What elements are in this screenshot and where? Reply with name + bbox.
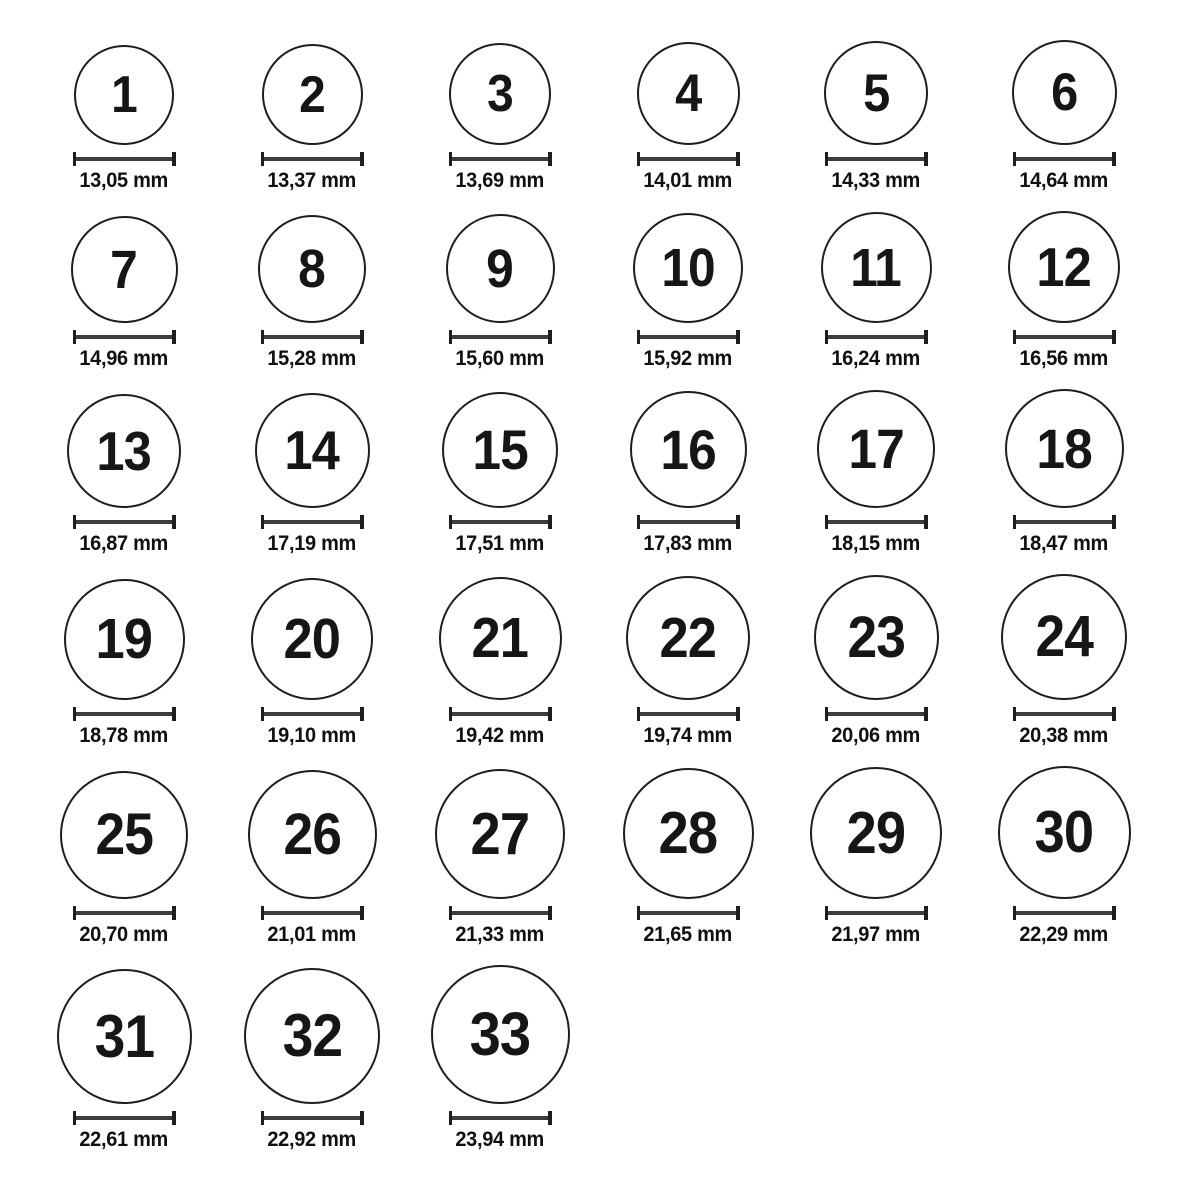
diameter-label: 19,42 mm	[455, 724, 545, 747]
ring-circle	[998, 766, 1131, 899]
measure-endcap-right	[548, 707, 552, 721]
measure-endcap-right	[360, 515, 364, 529]
measure-endcap-right	[924, 330, 928, 344]
ring-size-cell	[970, 211, 1158, 371]
diameter-measure-line	[1013, 906, 1116, 920]
ring-size-number: 31	[94, 1002, 154, 1070]
ring-size-number: 2	[299, 65, 325, 124]
diameter-measure-line	[261, 515, 364, 529]
ring-circle	[57, 969, 192, 1104]
diameter-label: 21,97 mm	[831, 923, 921, 946]
measure-bar	[264, 1116, 360, 1120]
ring-circle	[74, 45, 174, 145]
measure-endcap-right	[1112, 707, 1116, 721]
diameter-label: 18,15 mm	[831, 532, 921, 555]
measure-bar	[76, 335, 172, 339]
ring-size-number: 6	[1050, 63, 1078, 122]
ring-circle	[814, 575, 939, 700]
ring-circle	[258, 215, 366, 323]
measure-endcap-right	[736, 515, 740, 529]
ring-size-cell	[782, 212, 970, 371]
diameter-label: 18,47 mm	[1019, 532, 1109, 555]
measure-endcap-right	[172, 515, 176, 529]
ring-size-cell	[30, 579, 218, 748]
diameter-measure-line	[825, 330, 928, 344]
ring-size-number: 5	[862, 63, 890, 123]
ring-circle	[442, 392, 558, 508]
diameter-measure-line	[73, 152, 176, 166]
ring-circle	[821, 212, 932, 323]
measure-bar	[264, 712, 360, 716]
measure-bar	[452, 335, 548, 339]
ring-size-cell	[406, 214, 594, 371]
measure-endcap-right	[1112, 152, 1116, 166]
measure-endcap-right	[736, 330, 740, 344]
ring-size-number: 25	[95, 802, 153, 867]
diameter-measure-line	[1013, 707, 1116, 721]
ring-size-cell	[218, 968, 406, 1152]
measure-endcap-right	[360, 330, 364, 344]
measure-endcap-right	[924, 515, 928, 529]
diameter-label: 17,19 mm	[267, 532, 357, 555]
measure-bar	[76, 520, 172, 524]
diameter-measure-line	[825, 152, 928, 166]
ring-size-cell	[970, 40, 1158, 193]
measure-bar	[452, 157, 548, 161]
measure-bar	[1016, 335, 1112, 339]
measure-endcap-right	[172, 1111, 176, 1125]
diameter-measure-line	[449, 906, 552, 920]
ring-size-cell	[594, 768, 782, 947]
measure-endcap-right	[548, 906, 552, 920]
ring-size-cell	[782, 41, 970, 193]
ring-size-cell	[218, 393, 406, 556]
measure-bar	[828, 335, 924, 339]
ring-size-number: 12	[1036, 235, 1092, 298]
chart-row	[30, 965, 1200, 1152]
diameter-measure-line	[1013, 330, 1116, 344]
measure-bar	[76, 911, 172, 915]
diameter-label: 15,60 mm	[455, 347, 545, 370]
ring-size-number: 32	[282, 1002, 342, 1069]
diameter-measure-line	[825, 707, 928, 721]
measure-bar	[828, 712, 924, 716]
measure-bar	[76, 1116, 172, 1120]
ring-size-number: 30	[1034, 799, 1094, 865]
measure-endcap-right	[172, 906, 176, 920]
ring-size-cell	[218, 44, 406, 193]
ring-size-number: 7	[110, 239, 138, 300]
diameter-label: 16,56 mm	[1019, 347, 1109, 370]
measure-endcap-right	[172, 152, 176, 166]
chart-row	[30, 766, 1200, 947]
ring-size-number: 18	[1036, 416, 1092, 480]
measure-bar	[76, 712, 172, 716]
measure-bar	[828, 157, 924, 161]
ring-size-number: 14	[284, 419, 340, 481]
ring-circle	[817, 390, 935, 508]
ring-size-number: 10	[661, 238, 715, 298]
measure-endcap-right	[360, 707, 364, 721]
measure-bar	[264, 157, 360, 161]
ring-size-cell	[594, 391, 782, 556]
ring-size-number: 22	[659, 605, 717, 670]
diameter-measure-line	[1013, 515, 1116, 529]
ring-size-cell	[30, 394, 218, 556]
diameter-measure-line	[73, 1111, 176, 1125]
ring-size-number: 3	[487, 65, 513, 123]
ring-circle	[251, 578, 373, 700]
ring-circle	[244, 968, 380, 1104]
ring-circle	[630, 391, 747, 508]
measure-bar	[828, 911, 924, 915]
diameter-label: 16,87 mm	[79, 532, 169, 555]
ring-size-cell	[30, 771, 218, 947]
ring-size-cell	[970, 766, 1158, 947]
diameter-label: 20,06 mm	[831, 724, 921, 747]
diameter-measure-line	[449, 330, 552, 344]
diameter-label: 13,69 mm	[455, 169, 545, 192]
diameter-label: 23,94 mm	[455, 1128, 545, 1151]
measure-bar	[640, 520, 736, 524]
measure-bar	[1016, 520, 1112, 524]
measure-bar	[640, 157, 736, 161]
ring-circle	[439, 577, 562, 700]
diameter-label: 20,70 mm	[79, 923, 169, 946]
measure-endcap-right	[1112, 906, 1116, 920]
ring-circle	[262, 44, 363, 145]
diameter-label: 15,28 mm	[267, 347, 357, 370]
measure-endcap-right	[1112, 330, 1116, 344]
ring-size-cell	[782, 390, 970, 556]
measure-endcap-right	[548, 1111, 552, 1125]
ring-circle	[824, 41, 928, 145]
diameter-measure-line	[825, 515, 928, 529]
ring-circle	[1005, 389, 1124, 508]
measure-endcap-right	[172, 330, 176, 344]
diameter-measure-line	[73, 906, 176, 920]
ring-size-cell	[406, 43, 594, 193]
ring-circle	[67, 394, 181, 508]
ring-size-cell	[30, 969, 218, 1152]
diameter-measure-line	[449, 707, 552, 721]
diameter-measure-line	[637, 330, 740, 344]
chart-row	[30, 211, 1200, 371]
diameter-label: 14,33 mm	[831, 169, 921, 192]
measure-bar	[640, 911, 736, 915]
ring-circle	[623, 768, 754, 899]
ring-size-number: 17	[848, 417, 904, 480]
measure-endcap-right	[924, 906, 928, 920]
diameter-label: 17,83 mm	[643, 532, 733, 555]
chart-row	[30, 40, 1200, 193]
measure-endcap-right	[360, 152, 364, 166]
diameter-label: 21,33 mm	[455, 923, 545, 946]
diameter-measure-line	[261, 152, 364, 166]
measure-bar	[828, 520, 924, 524]
measure-bar	[1016, 911, 1112, 915]
measure-endcap-right	[736, 707, 740, 721]
measure-bar	[264, 335, 360, 339]
ring-circle	[633, 213, 743, 323]
ring-circle	[71, 216, 178, 323]
measure-bar	[264, 911, 360, 915]
measure-bar	[1016, 157, 1112, 161]
ring-circle	[248, 770, 377, 899]
diameter-measure-line	[73, 330, 176, 344]
ring-size-number: 15	[472, 418, 528, 481]
diameter-label: 14,01 mm	[643, 169, 733, 192]
chart-row	[30, 574, 1200, 748]
diameter-label: 21,01 mm	[267, 923, 357, 946]
measure-endcap-right	[360, 906, 364, 920]
ring-size-number: 26	[283, 801, 341, 867]
measure-endcap-right	[548, 152, 552, 166]
measure-bar	[452, 1116, 548, 1120]
ring-circle	[1008, 211, 1120, 323]
measure-bar	[76, 157, 172, 161]
measure-endcap-right	[736, 152, 740, 166]
diameter-label: 19,74 mm	[643, 724, 733, 747]
ring-size-cell	[218, 215, 406, 371]
ring-size-number: 8	[298, 239, 326, 299]
chart-row	[30, 389, 1200, 556]
ring-size-number: 9	[486, 238, 514, 299]
ring-circle	[64, 579, 185, 700]
measure-endcap-right	[548, 515, 552, 529]
diameter-measure-line	[449, 1111, 552, 1125]
measure-endcap-right	[548, 330, 552, 344]
diameter-measure-line	[73, 515, 176, 529]
diameter-label: 13,05 mm	[79, 169, 169, 192]
diameter-label: 17,51 mm	[455, 532, 545, 555]
ring-circle	[1001, 574, 1127, 700]
ring-size-cell	[406, 577, 594, 748]
ring-size-cell	[970, 389, 1158, 556]
diameter-label: 20,38 mm	[1019, 724, 1109, 747]
ring-size-number: 11	[850, 237, 902, 298]
diameter-label: 22,29 mm	[1019, 923, 1109, 946]
diameter-measure-line	[261, 707, 364, 721]
ring-size-cell	[406, 392, 594, 556]
ring-circle	[435, 769, 565, 899]
measure-endcap-right	[172, 707, 176, 721]
ring-size-number: 27	[470, 800, 530, 867]
measure-endcap-right	[360, 1111, 364, 1125]
measure-bar	[1016, 712, 1112, 716]
diameter-measure-line	[261, 330, 364, 344]
diameter-measure-line	[637, 152, 740, 166]
ring-size-cell	[30, 216, 218, 371]
measure-endcap-right	[924, 152, 928, 166]
ring-size-cell	[594, 576, 782, 748]
ring-size-cell	[218, 770, 406, 947]
ring-size-number: 4	[674, 64, 702, 123]
ring-size-cell	[218, 578, 406, 748]
measure-bar	[264, 520, 360, 524]
ring-circle	[1012, 40, 1117, 145]
diameter-measure-line	[261, 906, 364, 920]
diameter-measure-line	[449, 152, 552, 166]
diameter-label: 14,96 mm	[79, 347, 169, 370]
diameter-measure-line	[637, 707, 740, 721]
ring-size-cell	[594, 213, 782, 371]
ring-circle	[431, 965, 570, 1104]
ring-size-number: 19	[95, 607, 153, 671]
diameter-label: 18,78 mm	[79, 724, 169, 747]
diameter-measure-line	[73, 707, 176, 721]
diameter-label: 16,24 mm	[831, 347, 921, 370]
measure-endcap-right	[736, 906, 740, 920]
diameter-label: 22,92 mm	[267, 1128, 357, 1151]
ring-circle	[637, 42, 740, 145]
diameter-measure-line	[637, 906, 740, 920]
ring-size-number: 33	[469, 1000, 531, 1068]
measure-bar	[452, 712, 548, 716]
ring-circle	[255, 393, 370, 508]
diameter-measure-line	[637, 515, 740, 529]
ring-size-number: 20	[283, 606, 341, 671]
measure-bar	[640, 335, 736, 339]
measure-bar	[640, 712, 736, 716]
diameter-measure-line	[825, 906, 928, 920]
diameter-label: 22,61 mm	[79, 1128, 169, 1151]
ring-circle	[449, 43, 551, 145]
ring-circle	[810, 767, 942, 899]
ring-size-number: 13	[96, 419, 152, 482]
ring-size-cell	[782, 767, 970, 947]
measure-endcap-right	[924, 707, 928, 721]
diameter-measure-line	[1013, 152, 1116, 166]
ring-size-number: 23	[847, 604, 905, 670]
diameter-label: 15,92 mm	[643, 347, 733, 370]
ring-size-number: 1	[111, 66, 137, 124]
measure-endcap-right	[1112, 515, 1116, 529]
ring-circle	[446, 214, 555, 323]
ring-size-cell	[30, 45, 218, 193]
ring-size-number: 28	[658, 800, 718, 866]
ring-size-number: 24	[1035, 604, 1093, 669]
diameter-label: 13,37 mm	[267, 169, 357, 192]
ring-size-cell	[406, 965, 594, 1152]
ring-size-cell	[782, 575, 970, 748]
measure-bar	[452, 520, 548, 524]
ring-size-cell	[970, 574, 1158, 748]
ring-size-number: 29	[846, 799, 906, 866]
diameter-label: 14,64 mm	[1019, 169, 1109, 192]
ring-size-number: 21	[471, 606, 529, 670]
diameter-label: 21,65 mm	[643, 923, 733, 946]
measure-bar	[452, 911, 548, 915]
ring-circle	[626, 576, 750, 700]
diameter-label: 19,10 mm	[267, 724, 357, 747]
diameter-measure-line	[449, 515, 552, 529]
ring-circle	[60, 771, 188, 899]
ring-size-cell	[594, 42, 782, 193]
diameter-measure-line	[261, 1111, 364, 1125]
ring-size-cell	[406, 769, 594, 947]
ring-size-number: 16	[660, 417, 716, 481]
